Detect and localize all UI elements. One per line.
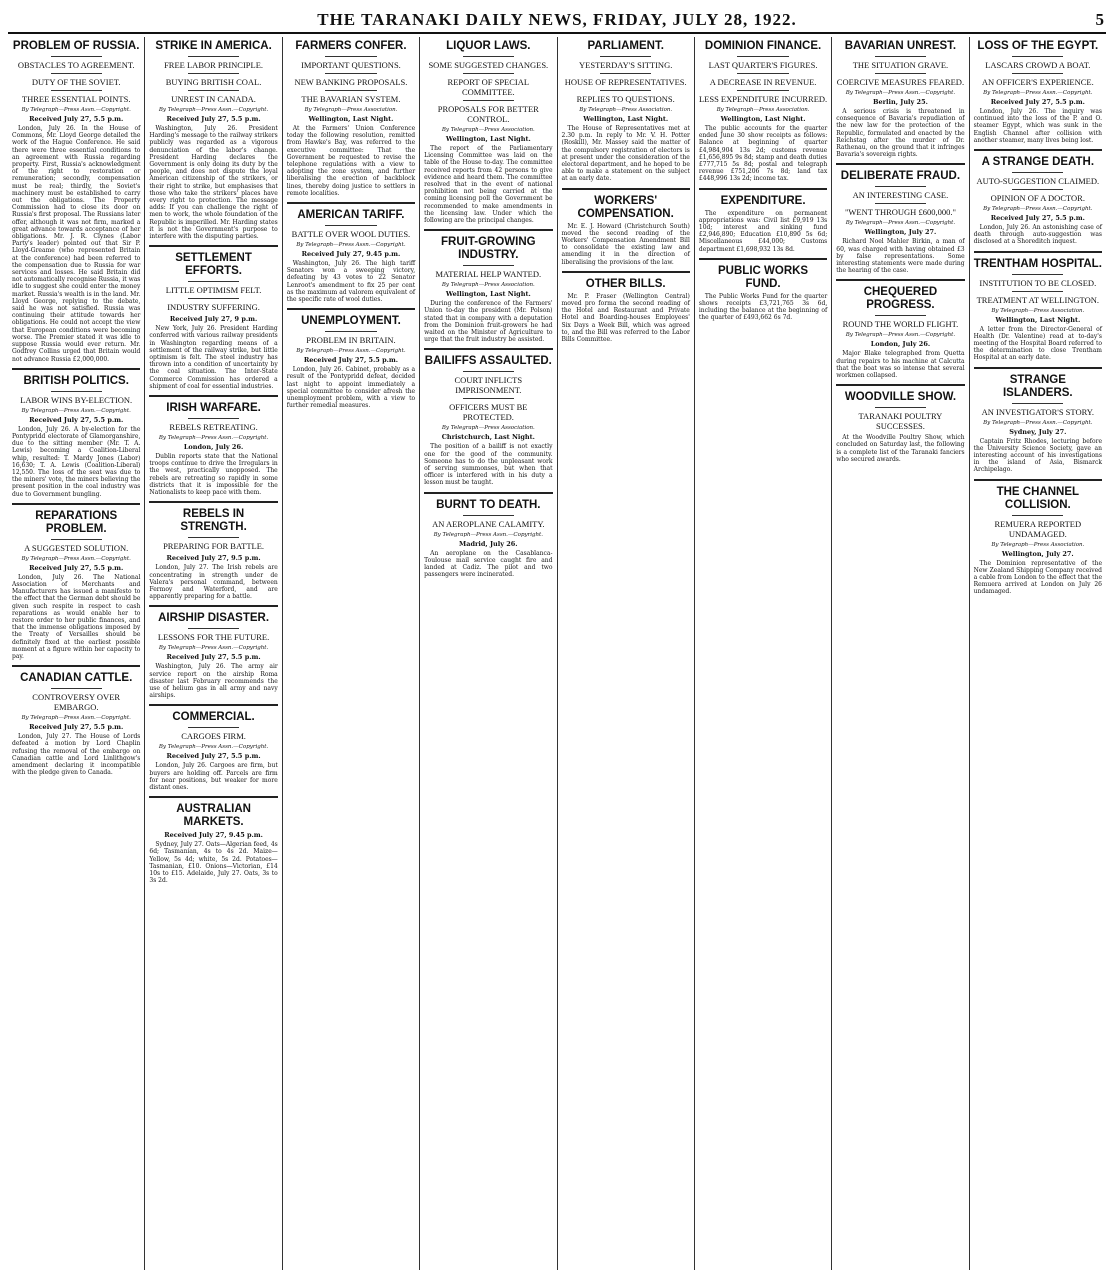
article-dateline: Received July 27, 5.5 p.m. [166,653,261,662]
article-byline: By Telegraph—Press Assn.—Copyright. [158,435,269,442]
column-3 [283,37,420,1270]
subhead-rule [1012,56,1063,57]
article-separator [424,492,552,494]
article-byline: By Telegraph—Press Assn.—Copyright. [21,407,131,414]
article-byline: By Telegraph—Press Assn.—Copyright. [21,715,131,722]
article-body: Washington, July 26. The high tariff Senators won a sweeping victory, defeating by 43 votes to 22 Senator Lenroot's amendment to fix 25 per cent as the maximum ad valorem equivalent of the specific rate of wool duties. [286,260,416,304]
subhead-rule [325,90,376,91]
article-subheading: MATERIAL HELP WANTED. [435,269,542,280]
article-dateline: Received July 27, 9.5 p.m. [166,554,261,563]
article-dateline: Wellington, July 27. [864,228,937,237]
article-subheading: AUTO-SUGGESTION CLAIMED. [976,176,1100,187]
subhead-rule [463,100,514,101]
article-separator [149,501,277,503]
subhead-rule [325,331,376,332]
article-headline: DELIBERATE FRAUD. [840,170,961,183]
article-body: The Dominion representative of the New Zealand Shipping Company received a cable from London to the effect that the Remuera arrived at London on July 26 undamaged. [973,559,1102,596]
article-dateline: London, July 26. [870,340,931,349]
article-subheading: TREATMENT AT WELLINGTON. [976,294,1099,305]
article-dateline: Received July 27, 9 p.m. [169,315,258,324]
article-separator [836,163,964,165]
article-byline: By Telegraph—Press Assn.—Copyright. [983,419,1093,426]
subhead-rule [325,225,376,226]
masthead-title: THE TARANAKI DAILY NEWS, FRIDAY, JULY 28, 1922. [317,10,797,29]
article-body: The expenditure on permanent appropriations was: Civil list £9,919 13s 10d; interest and sinking fund £2,946,890; Education £10,890 5s 6d; Miscellaneous £44,000; Customs department £1,698,932 13s 8d. [698,209,828,253]
article-dateline: Berlin, July 25. [873,98,928,106]
article-byline: By Telegraph—Press Association. [579,107,673,113]
article-byline: By Telegraph—Press Assn.—Copyright. [296,348,406,355]
article-dateline: Wellington, July 27. [1001,549,1074,558]
article-body: A serious crisis is threatened in consequence of Bavaria's repudiation of the new law for the protection of the Republic, formulated and enacted by the Reichstag after the murder of Dr. Rathenau, on the ground that it infringes Bavaria's sovereign rights. [836,108,965,159]
article-dateline: London, July 26. [183,443,244,452]
article-body: The position of a bailiff is not exactly one for the good of the community. Someone has to do the unpleasant work of serving summonses, but when that officer is interfered with in his duty a lesson must be taught. [424,443,553,487]
article-body: Major Blake telegraphed from Quetta during repairs to his machine at Calcutta that the boat was so intense that several workmen collapsed. [836,350,965,380]
article-headline: WOODVILLE SHOW. [844,391,957,404]
article-subheading: REMUERA REPORTED UNDAMAGED. [994,518,1082,539]
subhead-rule [1012,73,1063,74]
article-subheading: LASCARS CROWD A BOAT. [985,60,1091,70]
subhead-rule [875,73,926,74]
article-dateline: Wellington, Last Night. [583,115,669,123]
article-separator [699,258,827,260]
article-separator [12,368,140,370]
article-subheading: PREPARING FOR BATTLE. [163,541,265,552]
article-body: Washington, July 26. The army air service report on the airship Roma disaster last February recommends the use of helium gas in all army and navy airships. [149,663,278,700]
subhead-rule [600,56,651,57]
article-subheading: A DECREASE IN REVENUE. [709,77,817,87]
article-headline: AIRSHIP DISASTER. [158,612,270,625]
article-dateline: Wellington, Last Night. [995,315,1081,324]
article-dateline: Received July 27, 9.45 p.m. [301,250,401,259]
article-byline: By Telegraph—Press Assn.—Copyright. [845,332,956,339]
article-body: London, July 27. The Irish rebels are concentrating in strength under de Valera's personal command, between Fermoy and Waterford, and are apparently preparing for a battle. [149,564,278,601]
subhead-rule [600,73,651,74]
subhead-rule [1012,274,1063,275]
article-subheading: PROBLEM IN BRITAIN. [306,335,396,346]
article-headline: FRUIT-GROWING INDUSTRY. [441,236,536,262]
subhead-rule [1012,515,1063,516]
article-subheading: HOUSE OF REPRESENTATIVES. [564,77,687,87]
newspaper-page [8,6,1106,1271]
article-subheading: IMPORTANT QUESTIONS. [301,60,401,70]
article-subheading: REPORT OF SPECIAL COMMITTEE. [447,77,530,97]
subhead-rule [737,73,788,74]
article-separator [974,251,1102,253]
article-body: London, July 26. The National Association of Merchants and Manufacturers has issued a manifesto to the effect that the German debt should be given such respite in respect to cash reparations as would enable her to restore order to her public finances, and that the immense obligations imposed by the Treaty of Versailles should be definitely fixed at the earliest possible moment at a figure within her capacity to pay. [12,573,141,660]
subhead-rule [188,90,239,91]
article-headline: PUBLIC WORKS FUND. [718,264,809,290]
article-byline: By Telegraph—Press Assn.—Copyright. [983,206,1093,213]
subhead-rule [188,628,239,629]
article-byline: By Telegraph—Press Assn.—Copyright. [983,90,1093,96]
article-dateline: Wellington, Last Night. [445,290,531,299]
article-dateline: Madrid, July 26. [459,539,518,548]
subhead-rule [188,298,239,299]
article-separator [974,149,1102,151]
article-headline: STRANGE ISLANDERS. [1002,373,1073,399]
article-subheading: CARGOES FIRM. [181,731,246,742]
article-byline: By Telegraph—Press Association. [304,107,398,113]
page-number: 5 [1095,10,1104,29]
subhead-rule [600,90,651,91]
article-subheading: LITTLE OPTIMISM FELT. [165,285,262,296]
article-body: During the conference of the Farmers' Union to-day the president (Mr. Polson) stated that in company with a deputation from the Dominion fruit-growers he had waited on the Minister of Agriculture to urge that the fruit industry be assisted. [424,300,553,344]
article-body: Mr. E. J. Howard (Christchurch South) moved the second reading of the Workers' Compensation Amendment Bill to consolidate the existing law and amending it in the direction of liberalising the provisions of the law. [561,222,690,266]
article-headline: DOMINION FINANCE. [704,40,822,52]
article-separator [149,796,277,798]
article-dateline: Received July 27, 5.5 p.m. [990,214,1085,223]
article-headline: OTHER BILLS. [585,277,666,290]
article-headline: BURNT TO DEATH. [436,498,541,511]
article-dateline: Wellington, Last Night. [308,115,394,123]
article-dateline: Received July 27, 5.5 p.m. [29,115,124,123]
article-subheading: TARANAKI POULTRY SUCCESSES. [858,411,943,432]
article-separator [149,704,277,706]
article-subheading: "WENT THROUGH £600,000." [844,207,956,218]
article-subheading: INDUSTRY SUFFERING. [167,302,260,313]
subhead-rule [875,186,926,187]
column-8 [970,37,1106,1270]
article-subheading: UNREST IN CANADA. [171,94,256,104]
article-subheading: INSTITUTION TO BE CLOSED. [979,277,1097,288]
article-separator [699,188,827,190]
article-subheading: REBELS RETREATING. [169,422,258,433]
article-separator [12,665,140,667]
article-subheading: BATTLE OVER WOOL DUTIES. [291,229,411,240]
subhead-rule [1012,403,1063,404]
subhead-rule [1012,172,1063,173]
article-subheading: FREE LABOR PRINCIPLE. [164,60,264,70]
subhead-rule [875,315,926,316]
article-headline: SETTLEMENT EFFORTS. [175,252,252,278]
subhead-rule [875,407,926,408]
article-headline: CHEQUERED PROGRESS. [863,286,938,312]
article-body: London, July 26. In the House of Commons, Mr. Lloyd George detailed the work of the Hague Conference. He said there were three essential conditions to an agreement with Russia regarding property. First, Russia's acknowledgment of the right to restoration or remuneration; secondly, compensation must be real; thirdly, the Soviet's machinery must be established to carry out the obligations. The Property Commission had to close its door on Russia's first proposal. The Russians later offer, although it was not firm, marked a great advance towards acceptance of her obligations. Mr. J. R. Clynes (Labor Party's leader) pointed out that Sir P. Lloyd-Greame (who represented Britain at the conference) had been referred to the compensation due to Russia for war services and losses. He said Britain did not automatically recognise Russia, it was idle to suggest she could enter the money market. Russia's wealth is in the land. Mr. Lloyd George, replying to the debate, said he was not satisfied. Russia was continuing their attitude towards her obligations. He could not accept the view that European conditions were becoming worse. The Premier stated it was idle to suppose Russia would ever return. Mr. Godfrey Collins urged that Britain would not advance Russia £2,000,000. [12,125,141,363]
article-body: London, July 26. Cabinet, probably as a result of the Pontypridd defeat, decided last night to appoint immediately a special committee to consider afresh the unemployment problem, with a view to further remedial measures. [286,366,416,410]
subhead-rule [188,73,239,74]
article-headline: LOSS OF THE EGYPT. [977,40,1099,52]
article-headline: AUSTRALIAN MARKETS. [176,803,251,829]
article-subheading: THREE ESSENTIAL POINTS. [21,94,131,104]
article-body: At the Woodville Poultry Show, which concluded on Saturday last, the following is a complete list of the Taranaki fanciers who secured awards. [836,434,965,463]
subhead-rule [51,391,102,392]
column-5 [558,37,695,1270]
article-headline: TRENTHAM HOSPITAL. [973,257,1102,270]
subhead-rule [875,56,926,57]
subhead-rule [188,727,239,728]
article-byline: By Telegraph—Press Association. [716,107,810,113]
article-byline: By Telegraph—Press Assn.—Copyright. [845,220,956,227]
article-separator [149,245,277,247]
article-body: An aeroplane on the Casablanca-Toulouse mail service caught fire and landed at Cadiz. The pilot and two passengers were incinerated. [424,549,553,579]
article-subheading: COURT INFLICTS IMPRISONMENT. [454,375,523,396]
article-dateline: Received July 27, 5.5 p.m. [990,98,1085,106]
article-separator [974,367,1102,369]
article-headline: UNEMPLOYMENT. [301,315,401,328]
article-headline: PARLIAMENT. [587,40,664,52]
subhead-rule [875,203,926,204]
article-body: The report of the Parliamentary Licensing Committee was laid on the table of the House to-day. The committee received reports from 42 persons to give evidence and heard them. The committee resolved that in the event of national prohibition not being carried at the coming licensing poll the Government be recommended to make amendments in the licensing law. Under which the following are the principal changes. [424,145,553,225]
article-byline: By Telegraph—Press Association. [991,541,1085,548]
article-byline: By Telegraph—Press Assn.—Copyright. [21,107,131,113]
article-headline: A STRANGE DEATH. [981,156,1095,169]
subhead-rule [188,537,239,538]
article-body: Captain Fritz Rhodes, lecturing before the University Science Society, gave an interesting account of his investigations in the island of Asia, Bismarck Archipelago. [973,437,1102,474]
subhead-rule [463,515,514,516]
article-byline: By Telegraph—Press Assn.—Copyright. [296,242,406,249]
article-separator [149,605,277,607]
article-subheading: NEW BANKING PROPOSALS. [294,77,408,87]
article-subheading: SOME SUGGESTED CHANGES. [428,60,549,70]
subhead-rule [325,56,376,57]
article-separator [424,348,552,350]
article-subheading: LESS EXPENDITURE INCURRED. [698,94,828,104]
article-body: Sydney, July 27. Oats—Algerian feed, 4s 6d; Tasmanian, 4s to 4s 2d. Maize—Yellow, 5s 4d; white, 5s 2d. Potatoes—Tasmanian, £10. Onions—Victorian, £14 10s to £15. Adelaide, July 27. Oats, 3s to 3s 2d. [149,841,278,885]
article-dateline: Received July 27, 5.5 p.m. [303,356,399,365]
subhead-rule [188,56,239,57]
article-subheading: AN INVESTIGATOR'S STORY. [981,406,1094,417]
article-headline: AMERICAN TARIFF. [297,209,405,222]
subhead-rule [325,73,376,74]
article-separator [12,503,140,505]
subhead-rule [463,56,514,57]
subhead-rule [1012,189,1063,190]
article-headline: CANADIAN CATTLE. [20,672,133,685]
article-headline: WORKERS' COMPENSATION. [577,194,674,220]
article-byline: By Telegraph—Press Association. [991,307,1085,314]
article-byline: By Telegraph—Press Association. [441,127,535,133]
article-subheading: OFFICERS MUST BE PROTECTED. [449,402,528,423]
subhead-rule [463,371,514,372]
article-subheading: ROUND THE WORLD FLIGHT. [842,319,959,330]
article-body: London, July 26. A by-election for the Pontypridd electorate of Glamorganshire, due to the sitting member (Mr. T. A. Lewis) becoming a Coalition-Liberal whip, resulted: T. Mardy Jones (Labor) 16,630; T. A. Lewis (Coalition-Liberal) 12,550. The loss of the seat was due to the miners' vote, the miners believing the present position in the coal industry was due to Government bungling. [12,425,141,498]
article-body: The public accounts for the quarter ended June 30 show receipts as follows: Balance at beginning of quarter £4,984,904 13s 2d; customs revenue £1,656,895 9s 8d; stamp and death duties £777,715 5s 8d; postal and telegraph revenue £751,206 7s 8d; land tax £448,996 13s 2d; income tax. [698,125,828,183]
subhead-rule [463,265,514,266]
column-4 [420,37,557,1270]
article-byline: By Telegraph—Press Assn.—Copyright. [845,90,956,96]
article-headline: THE CHANNEL COLLISION. [996,485,1080,511]
article-body: At the Farmers' Union Conference today the following resolution, remitted from Hawke's Bay, was referred to the executive committee: That the Government be requested to revise the telephone regulations with a view to adopting the zone system, and further liberalising the erection of backblock lines, thereby doing justice to settlers in remote localities. [286,125,416,197]
subhead-rule [51,688,102,689]
article-body: London, July 26. Cargoes are firm, but buyers are holding off. Parcels are firm for near positions, but weaker for more distant ones. [149,762,278,791]
column-7 [832,37,969,1270]
article-subheading: AN OFFICER'S EXPERIENCE. [981,77,1094,87]
article-subheading: PROPOSALS FOR BETTER CONTROL. [437,104,539,124]
article-headline: LIQUOR LAWS. [446,40,531,52]
article-body: Dublin reports state that the National troops continue to drive the Irregulars in the west, practically unopposed. The rebels are retreating so rapidly in some districts that it is impossible for the Nationalists to keep pace with them. [149,453,278,497]
article-subheading: COERCIVE MEASURES FEARED. [836,77,965,87]
article-headline: IRISH WARFARE. [166,402,261,415]
article-headline: BRITISH POLITICS. [23,374,129,387]
subhead-rule [188,418,239,419]
article-body: London, July 26. An astonishing case of death through auto-suggestion was disclosed at a Shoreditch inquest. [973,224,1102,246]
column-2 [145,37,282,1270]
subhead-rule [188,281,239,282]
article-dateline: Received July 27, 5.5 p.m. [166,115,261,123]
article-headline: BAILIFFS ASSAULTED. [424,355,552,368]
article-headline: REPARATIONS PROBLEM. [35,509,118,535]
article-body: London, July 27. The House of Lords defeated a motion by Lord Chaplin refusing the removal of the embargo on Canadian cattle and Lord Linlithgow's amendment declaring it incompatible with the pledge given to Canada. [12,733,141,777]
article-headline: BAVARIAN UNREST. [844,40,957,52]
article-byline: By Telegraph—Press Assn.—Copyright. [158,744,269,751]
columns [8,37,1106,1270]
article-separator [562,271,690,273]
article-dateline: Received July 27, 5.5 p.m. [166,752,261,761]
article-headline: REBELS IN STRENGTH. [180,508,247,534]
article-byline: By Telegraph—Press Association. [441,425,535,432]
column-6 [695,37,832,1270]
article-byline: By Telegraph—Press Assn.—Copyright. [158,107,269,113]
article-separator [287,202,415,204]
article-subheading: YESTERDAY'S SITTING. [579,60,673,70]
article-subheading: A SUGGESTED SOLUTION. [24,542,129,553]
article-byline: By Telegraph—Press Assn.—Copyright. [433,531,543,538]
article-subheading: AN INTERESTING CASE. [852,190,949,201]
article-dateline: Christchurch, Last Night. [441,433,535,442]
article-subheading: OBSTACLES TO AGREEMENT. [17,60,135,70]
article-body: The House of Representatives met at 2.30 p.m. In reply to Mr. V. H. Potter (Roskill), Mr. Massey said the matter of the compulsory registration of electors is at present under the consideration of the electoral department, and he hoped to be able to make a statement on the subject at an early date. [561,125,690,183]
subhead-rule [463,398,514,399]
article-dateline: Received July 27, 5.5 p.m. [29,415,124,424]
article-headline: STRIKE IN AMERICA. [155,40,272,52]
article-byline: By Telegraph—Press Assn.—Copyright. [21,555,131,562]
article-separator [974,479,1102,481]
subhead-rule [1012,291,1063,292]
article-subheading: DUTY OF THE SOVIET. [31,77,121,87]
article-dateline: Sydney, July 27. [1009,427,1067,436]
article-subheading: AN AEROPLANE CALAMITY. [432,518,545,529]
article-headline: COMMERCIAL. [172,711,255,724]
article-subheading: REPLIES TO QUESTIONS. [576,94,675,104]
article-subheading: THE BAVARIAN SYSTEM. [301,94,401,104]
article-separator [562,188,690,190]
subhead-rule [51,90,102,91]
article-headline: EXPENDITURE. [720,194,806,207]
article-headline: PROBLEM OF RUSSIA. [12,40,140,52]
article-subheading: BUYING BRITISH COAL. [165,77,262,87]
article-separator [424,229,552,231]
article-dateline: Wellington, Last Night. [445,135,531,143]
article-byline: By Telegraph—Press Association. [441,282,535,289]
subhead-rule [51,73,102,74]
subhead-rule [737,56,788,57]
article-body: A letter from the Director-General of Health (Dr. Valentine) read at to-day's meeting of the Hospital Board referred to the determination to close Trentham Hospital at an early date. [973,325,1102,362]
article-body: Washington, July 26. President Harding's message to the railway strikers publicly was regarded as a vigorous denunciation of the labor's change. President Harding declares the Government is only doing its duty by the people, and does not dispute the loyal American citizenship of the strikers, or their right to strike, but emphasises that those who take the strikers' places have every right to protection. The message adds: If you can challenge the right of men to work, the whole foundation of the Republic is imperilled. Mr. Harding states it is not the Government's purpose to interfere with the disputing parties. [149,125,278,241]
column-1 [8,37,145,1270]
article-headline: FARMERS CONFER. [295,40,407,52]
article-dateline: Received July 27, 9.45 p.m. [164,831,263,840]
article-body: New York, July 26. President Harding conferred with various railway presidents in Washington regarding means of a settlement of the railway strike, but little optimism is felt. The steel industry has thrown into a condition of uncertainty by the coal situation. The Inter-State Commerce Commission has ordered a shipment of coal for essential industries. [149,325,278,390]
article-subheading: CONTROVERSY OVER EMBARGO. [32,692,121,713]
article-separator [836,279,964,281]
article-dateline: Received July 27, 5.5 p.m. [29,563,124,572]
article-separator [149,395,277,397]
subhead-rule [51,56,102,57]
article-subheading: LESSONS FOR THE FUTURE. [157,632,270,643]
article-body: The Public Works Fund for the quarter shows receipts £3,721,765 3s 6d, including the balance at the beginning of the quarter of £493,662 6s 7d. [698,292,828,322]
article-dateline: Wellington, Last Night. [720,115,806,123]
article-subheading: THE SITUATION GRAVE. [852,60,949,70]
article-body: London, July 26. The inquiry was continued into the loss of the P. and O. steamer Egypt, which was sunk in the English Channel after collision with another steamer, many lives being lost. [973,108,1102,144]
article-dateline: Received July 27, 5.5 p.m. [29,723,124,732]
article-subheading: LAST QUARTER'S FIGURES. [708,60,818,70]
article-byline: By Telegraph—Press Assn.—Copyright. [158,645,269,652]
article-separator [836,384,964,386]
article-subheading: OPINION OF A DOCTOR. [990,193,1085,204]
article-separator [287,308,415,310]
subhead-rule [463,73,514,74]
subhead-rule [51,539,102,540]
article-body: Mr. P. Fraser (Wellington Central) moved pro forma the second reading of the Hotel and Restaurant and Private Hotel and Boarding-houses Employees' Six Days a Week Bill, which was agreed to, and the Bill was referred to the Labor Bills Committee. [561,292,690,344]
article-subheading: LABOR WINS BY-ELECTION. [20,394,133,405]
article-body: Richard Noel Mahler Birkin, a man of 60, was charged with having obtained £3 by false representations. Some interesting statements were made during the hearing of the case. [836,238,965,275]
subhead-rule [737,90,788,91]
masthead [8,6,1106,34]
